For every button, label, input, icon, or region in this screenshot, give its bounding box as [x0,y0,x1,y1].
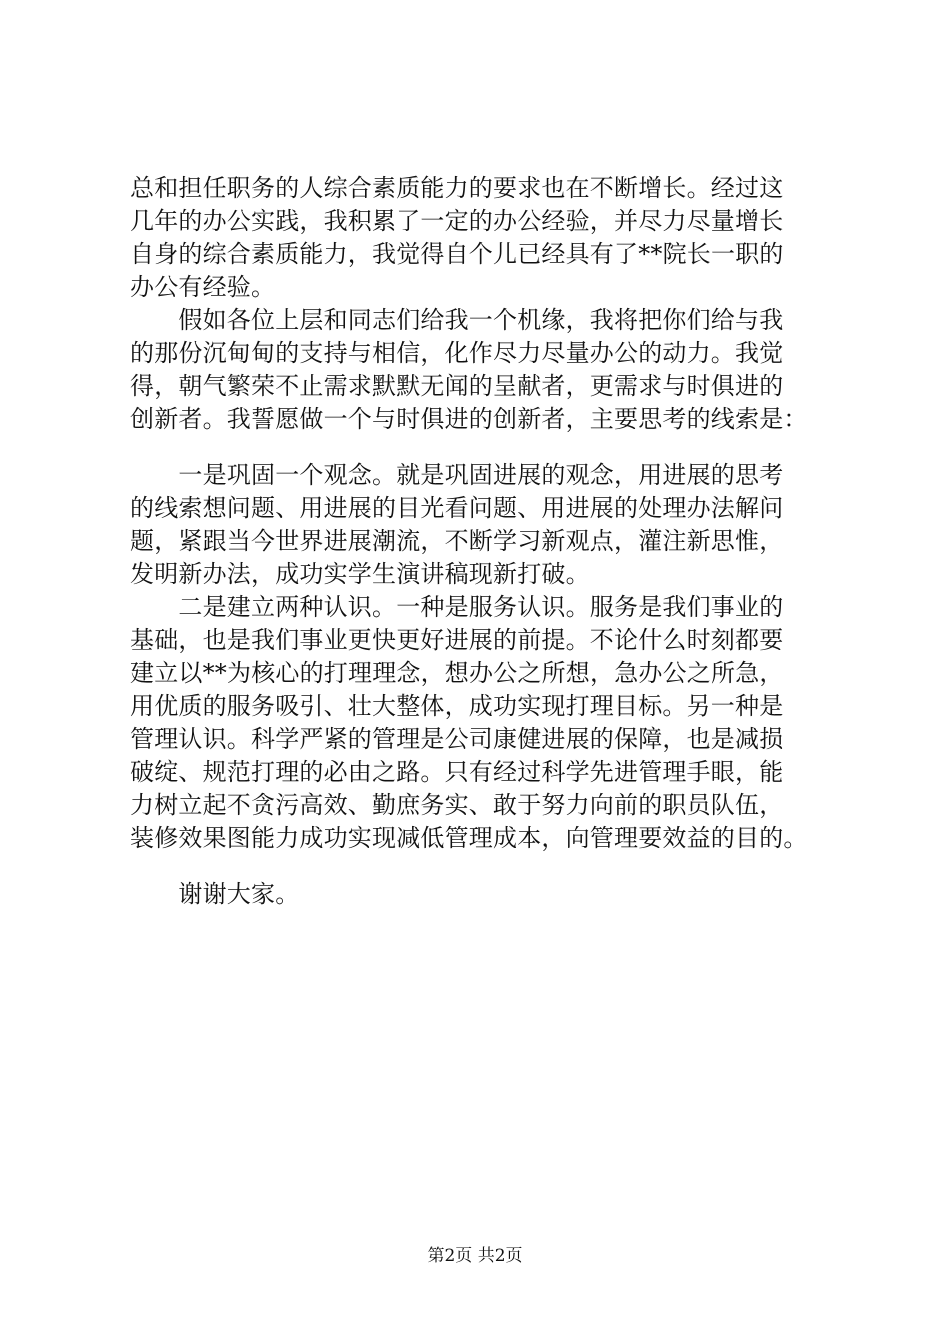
text-line: 用优质的服务吸引、壮大整体，成功实现打理目标。另一种是 [130,692,784,720]
text-line: 假如各位上层和同志们给我一个机缘，我将把你们给与我 [130,306,784,334]
text-line: 管理认识。科学严紧的管理是公司康健进展的保障，也是减损 [130,725,784,753]
text-line: 几年的办公实践，我积累了一定的办公经验，并尽力尽量增长 [130,207,784,235]
text-line: 一是巩固一个观念。就是巩固进展的观念，用进展的思考 [130,461,784,489]
text-line: 的线索想问题、用进展的目光看问题、用进展的处理办法解问 [130,494,784,522]
text-line: 基础，也是我们事业更快更好进展的前提。不论什么时刻都要 [130,626,784,654]
body-text [130,172,850,911]
text-line: 发明新办法，成功实学生演讲稿现新打破。 [130,560,590,588]
text-line: 得，朝气繁荣不止需求默默无闻的呈献者，更需求与时俱进的 [130,372,784,400]
text-line: 创新者。我誓愿做一个与时俱进的创新者，主要思考的线索是： [130,405,808,433]
text-line: 题，紧跟当今世界进展潮流，不断学习新观点，灌注新思惟， [130,527,784,555]
text-line: 自身的综合素质能力，我觉得自个儿已经具有了**院长一职的 [130,240,784,268]
text-line: 办公有经验。 [130,273,276,301]
text-line: 装修效果图能力成功实现减低管理成本，向管理要效益的目的。 [130,824,808,852]
text-line: 的那份沉甸甸的支持与相信，化作尽力尽量办公的动力。我觉 [130,339,784,367]
text-line: 建立以**为核心的打理理念，想办公之所想，急办公之所急， [130,659,784,687]
text-line: 破绽、规范打理的必由之路。只有经过科学先进管理手眼，能 [130,758,784,786]
paragraph-gap [130,436,850,459]
text-line: 二是建立两种认识。一种是服务认识。服务是我们事业的 [130,593,784,621]
text-line: 总和担任职务的人综合素质能力的要求也在不断增长。经过这 [130,174,784,202]
closing-line: 谢谢大家。 [130,880,300,908]
page-footer: 第2页 共2页 [427,1246,523,1266]
paragraph-gap [130,855,850,878]
text-line: 力树立起不贪污高效、勤庶务实、敢于努力向前的职员队伍， [130,791,784,819]
